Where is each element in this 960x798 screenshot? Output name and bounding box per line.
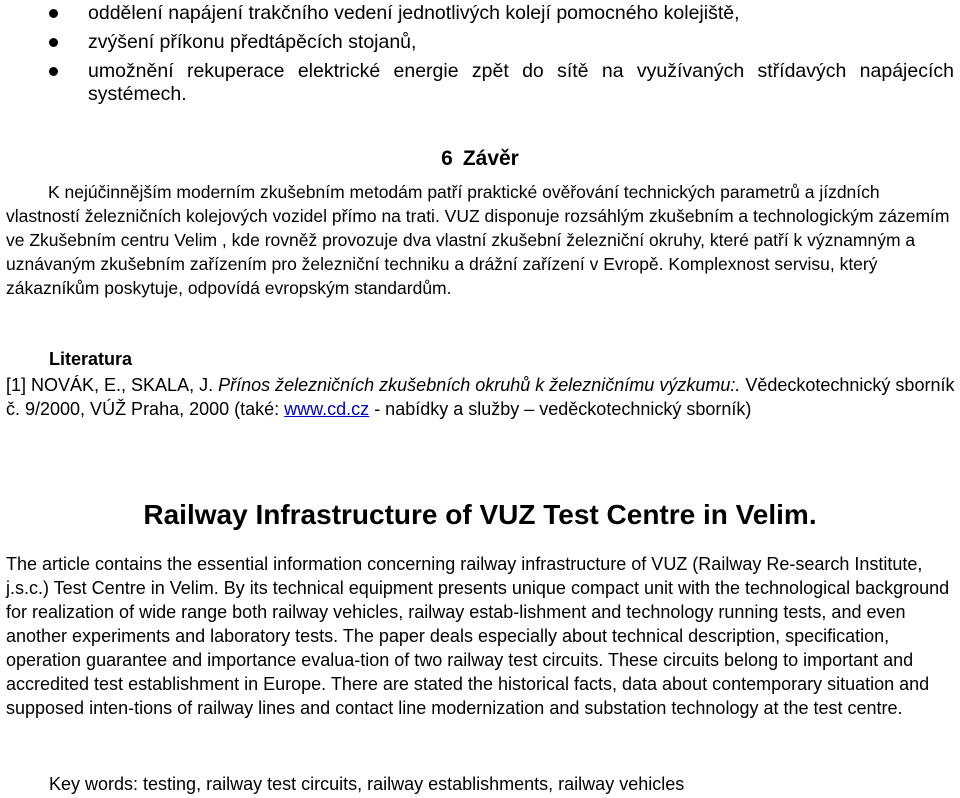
bullet-item xyxy=(0,2,956,25)
bullet-item xyxy=(0,60,956,106)
bullet-icon xyxy=(49,9,58,18)
conclusion-paragraph xyxy=(6,180,956,300)
section-number: 6 xyxy=(441,147,453,170)
reference-source: Vědeckotechnický sborník č. 9/2000, VÚŽ Praha, 2000 (také: xyxy=(6,375,955,419)
reference-title: Přínos železničních zkušebních okruhů k železničnímu výzkumu:. xyxy=(218,375,741,395)
english-abstract: The article contains the essential information concerning railway infrastructure of VUZ (Railway Re-search Institute, j.s.c.) Test Centre in Velim. By its technical equipment presents unique compact unit with the technological background for realization of wide range both railway vehicles, railway estab-lishment and technology running tests, and even another experiments and laboratory tests. The paper deals especially about technical description, specification, operation guarantee and importance evalua-tion of two railway test circuits. These circuits belong to important and accredited test establishment in Europe. There are stated the historical facts, data about contemporary situation and supposed inten-tions of railway lines and contact line modernization and substation technology at the test centre. xyxy=(6,554,950,718)
reference-item xyxy=(6,373,958,421)
conclusion-text-2: VUZ disponuje rozsáhlým zkušebním a technologickým zázemím ve Zkušebním centru Velim , kde rovněž provozuje dva vlastní zkušební železniční okruhy, které patří k významným a uznávaným zkušebním zařízením pro železniční techniku a drážní zařízení v Evropě. Komplexnost servisu, který zákazníkům poskytuje, odpovídá evropským standardům. xyxy=(6,206,950,298)
reference-link[interactable]: www.cd.cz xyxy=(284,399,370,419)
reference-suffix: - nabídky a služby – veděckotechnický sborník) xyxy=(369,399,752,419)
bullet-icon xyxy=(49,67,58,76)
bullet-list xyxy=(0,2,956,106)
reference-authors: [1] NOVÁK, E., SKALA, J. xyxy=(6,375,219,395)
conclusion-text-1: K nejúčinnějším moderním zkušebním metodám patří praktické ověřování technických parametrů a jízdních vlastností železničních kolejových vozidel přímo na trati. xyxy=(6,182,880,226)
english-title: Railway Infrastructure of VUZ Test Centre in Velim. xyxy=(143,499,817,530)
bullet-item xyxy=(0,31,956,54)
section-heading xyxy=(0,146,960,172)
section-title: Závěr xyxy=(462,147,519,170)
bullet-text: umožnění rekuperace elektrické energie zpět do sítě na využívaných střídavých napájecích systémech. xyxy=(88,60,954,105)
bullet-icon xyxy=(49,38,58,47)
bullet-text: oddělení napájení trakčního vedení jednotlivých kolejí pomocného kolejiště, xyxy=(88,2,740,24)
bullet-text: zvýšení příkonu předtápěcích stojanů, xyxy=(88,31,417,53)
keywords: Key words: testing, railway test circuits, railway establishments, railway vehicles xyxy=(49,774,685,794)
literature-heading: Literatura xyxy=(49,349,133,369)
